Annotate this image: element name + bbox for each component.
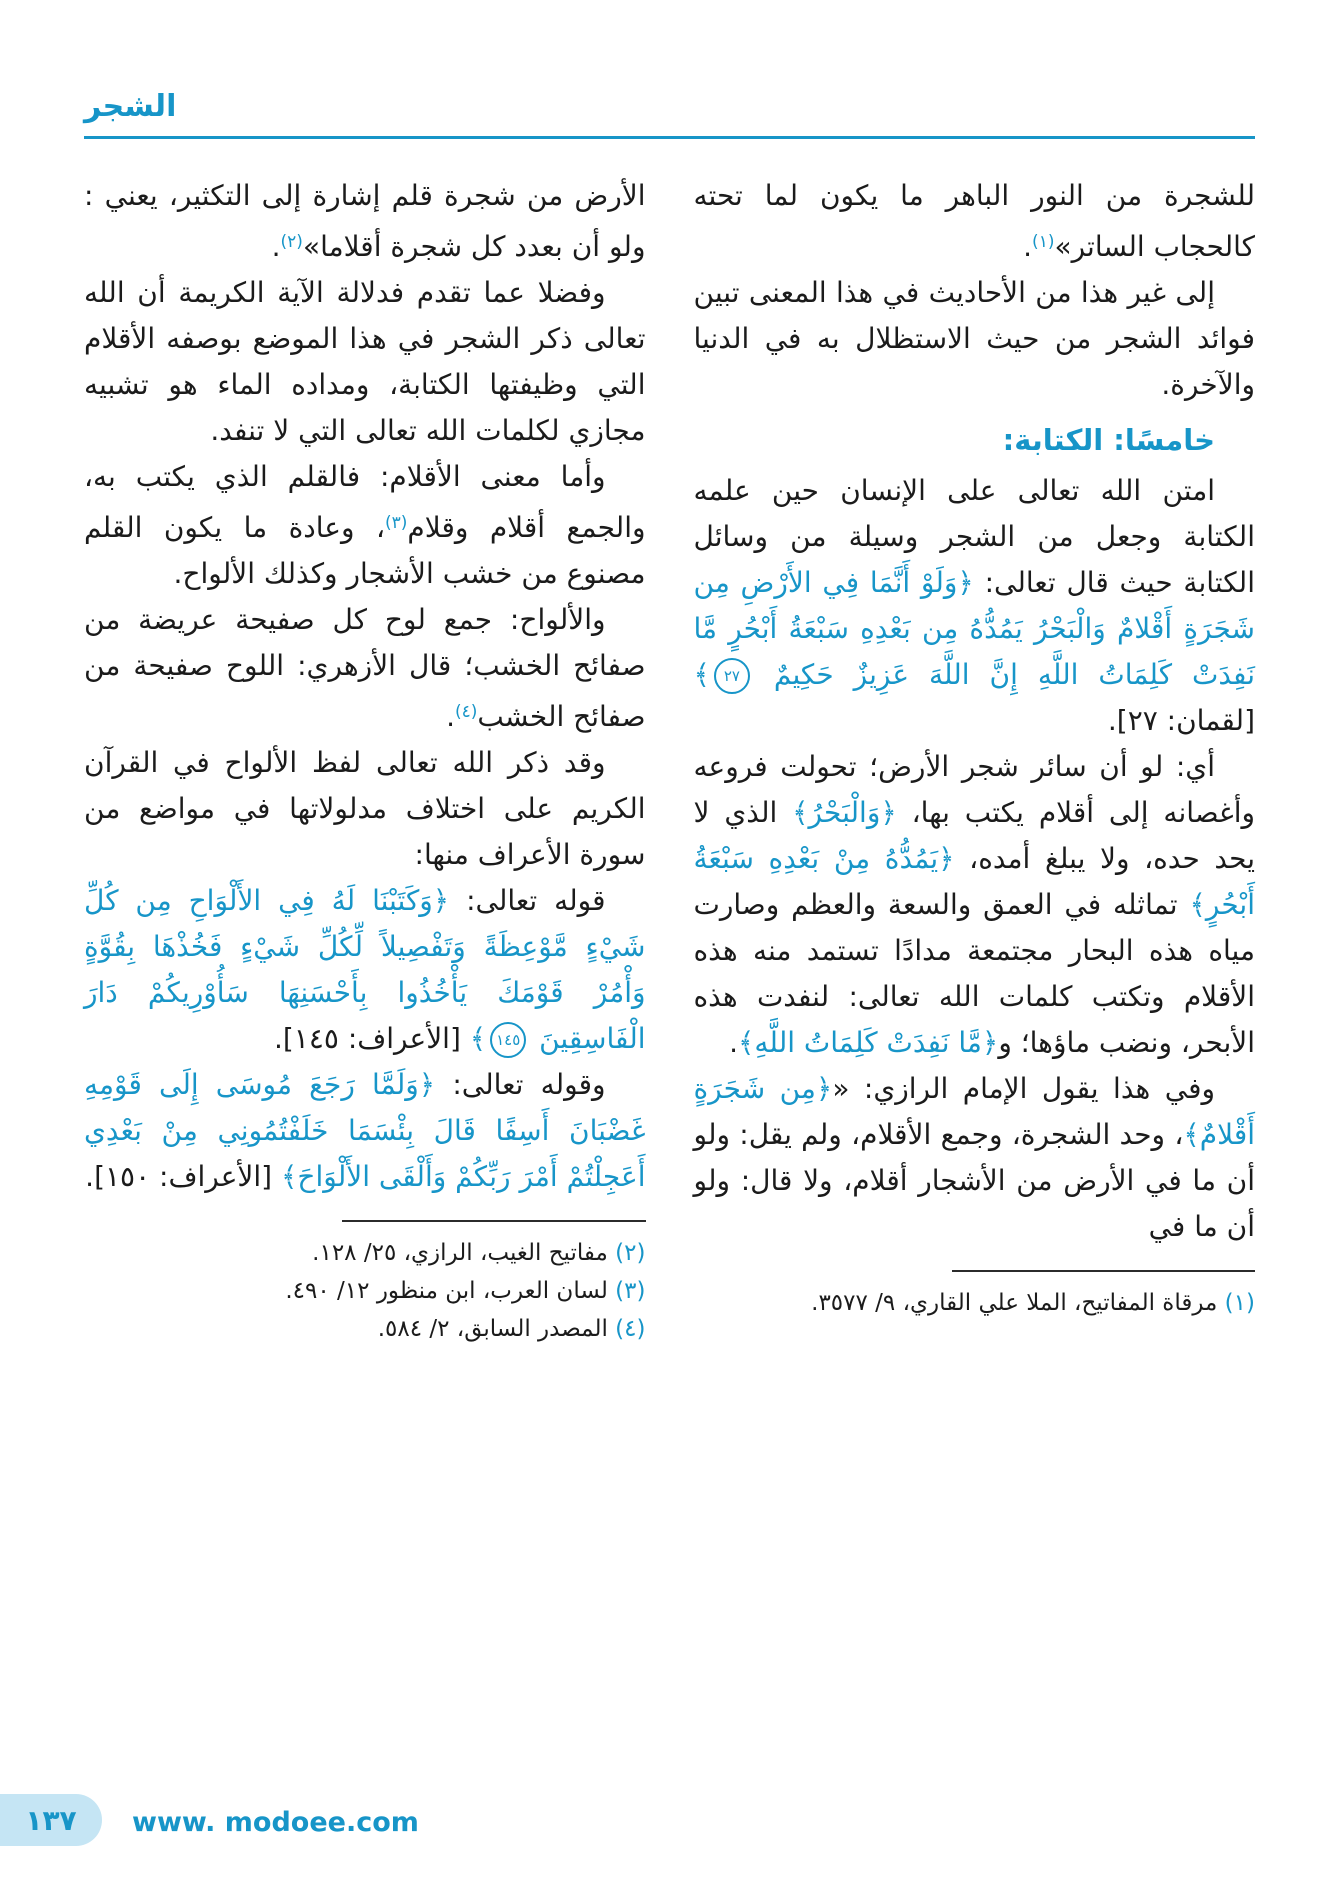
text-segment: تماثله في العمق والسعة والعظم وصارت مياه هذه البحار مجتمعة مدادًا تستمد منه هذه الأقلام وتكتب كلمات الله تعالى: لنفدت هذه الأبحر، ونضب ماؤها؛ و <box>693 888 1255 1059</box>
text-segment: . <box>446 700 455 733</box>
quran-verse-segment: ﴿وَلَوْ أَنَّمَا فِي الأَرْضِ مِن شَجَرَةٍ أَقْلامٌ وَالْبَحْرُ يَمُدُّهُ مِن بَعْدِهِ سَبْعَةُ أَبْحُرٍ مَّا نَفِدَتْ كَلِمَاتُ اللَّهِ إِنَّ اللَّهَ عَزِيزٌ حَكِيمٌ <box>693 566 1255 691</box>
text-segment: . <box>1023 230 1033 263</box>
footnote-number: (٣) <box>615 1278 646 1304</box>
paragraph <box>84 1062 646 1200</box>
text-segment: الذي لا يحد حده، ولا يبلغ أمده، <box>693 796 1255 875</box>
paragraph <box>84 878 646 1062</box>
paragraph <box>84 597 646 740</box>
paragraph <box>694 173 1256 270</box>
quran-verse-segment: ﴿مِن شَجَرَةٍ أَقْلامٌ﴾ <box>693 1072 1255 1151</box>
text-segment: امتن الله تعالى على الإنسان حين علمه الكتابة وجعل من الشجر وسيلة من وسائل الكتابة حيث قال تعالى: <box>693 474 1255 599</box>
text-segment: وأما معنى الأقلام: فالقلم الذي يكتب به، والجمع أقلام وقلام <box>84 460 646 544</box>
text-segment: وفضلا عما تقدم فدلالة الآية الكريمة أن الله تعالى ذكر الشجر في هذا الموضع بوصفه الأقلام التي وظيفتها الكتابة، ومداده الماء هو تشبيه مجازي لكلمات الله تعالى التي لا تنفد. <box>84 276 646 447</box>
paragraph <box>694 468 1256 744</box>
text-segment: قوله تعالى: <box>449 884 606 917</box>
text-segment: ، وعادة ما يكون القلم مصنوع من خشب الأشجار وكذلك الألواح. <box>84 511 646 590</box>
text-segment: الأرض من شجرة قلم إشارة إلى التكثير، يعني : ولو أن بعدد كل شجرة أقلاما» <box>84 179 646 263</box>
footnote-marker: (٢) <box>280 232 303 252</box>
footnote-separator <box>342 1220 645 1222</box>
paragraph <box>694 744 1256 1066</box>
footnote <box>694 1284 1256 1322</box>
quran-verse-segment: ﴾ <box>469 1022 487 1055</box>
ayah-number-marker: ١٤٥ <box>490 1022 526 1058</box>
footnote <box>84 1234 646 1272</box>
running-head-title: الشجر <box>84 89 177 124</box>
page-header <box>84 0 1255 139</box>
paragraph <box>694 270 1256 408</box>
text-segment: خامسًا: الكتابة: <box>1002 423 1215 457</box>
paragraph <box>84 454 646 597</box>
text-segment: . <box>271 230 281 263</box>
text-segment: [لقمان: ٢٧]. <box>1107 704 1255 737</box>
quran-verse-segment: ﴿يَمُدُّهُ مِنْ بَعْدِهِ سَبْعَةُ أَبْحُرٍ﴾ <box>693 842 1255 921</box>
page-number-badge <box>0 1794 102 1846</box>
text-segment: [الأعراف: ١٤٥]. <box>273 1022 470 1055</box>
footnote-text: المصدر السابق، ٢/ ٥٨٤. <box>377 1316 616 1342</box>
text-segment: وقوله تعالى: <box>435 1068 606 1101</box>
text-segment: وقد ذكر الله تعالى لفظ الألواح في القرآن الكريم على اختلاف مدلولاتها في مواضع من سورة الأعراف منها: <box>84 746 646 871</box>
footnote-number: (٤) <box>615 1316 646 1342</box>
text-segment: . <box>729 1026 738 1059</box>
footnote-marker: (٣) <box>385 513 408 533</box>
website-url: www. modoee.com <box>132 1807 419 1838</box>
paragraph <box>694 1066 1256 1250</box>
text-column-right <box>694 173 1256 1322</box>
footnote <box>84 1272 646 1310</box>
quran-verse-segment: ﴿وَالْبَحْرُ﴾ <box>792 796 897 829</box>
paragraph <box>84 270 646 454</box>
text-segment: إلى غير هذا من الأحاديث في هذا المعنى تبين فوائد الشجر من حيث الاستظلال به في الدنيا والآخرة. <box>693 276 1255 401</box>
quran-verse-segment: ﴾ <box>693 658 710 691</box>
paragraph <box>84 740 646 878</box>
quran-verse-segment: ﴿وَلَمَّا رَجَعَ مُوسَى إِلَى قَوْمِهِ غَضْبَانَ أَسِفًا قَالَ بِئْسَمَا خَلَفْتُمُونِي مِنْ بَعْدِي أَعَجِلْتُمْ أَمْرَ رَبِّكُمْ وَأَلْقَى الأَلْوَاحَ﴾ <box>84 1068 646 1193</box>
footnote-number: (٢) <box>615 1240 646 1266</box>
text-segment: وفي هذا يقول الإمام الرازي: « <box>832 1072 1215 1105</box>
footnote-marker: (١) <box>1032 232 1055 252</box>
footnotes-block <box>694 1270 1256 1322</box>
quran-verse-segment: ﴿وَكَتَبْنَا لَهُ فِي الأَلْوَاحِ مِن كُلِّ شَيْءٍ مَّوْعِظَةً وَتَفْصِيلاً لِّكُلِّ شَيْءٍ فَخُذْهَا بِقُوَّةٍ وَأْمُرْ قَوْمَكَ يَأْخُذُوا بِأَحْسَنِهَا سَأُوْرِيكُمْ دَارَ الْفَاسِقِينَ <box>84 884 646 1055</box>
footnote <box>84 1310 646 1348</box>
page-number: ١٣٧ <box>25 1803 77 1837</box>
header-rule <box>84 136 1255 139</box>
text-segment: والألواح: جمع لوح كل صفيحة عريضة من صفائح الخشب؛ قال الأزهري: اللوح صفيحة من صفائح الخشب <box>84 603 646 733</box>
text-segment: ، وحد الشجرة، وجمع الأقلام، ولم يقل: ولو أن ما في الأرض من الأشجار أقلام، ولا قال: ولو أن ما في <box>693 1118 1255 1243</box>
text-segment: أي: لو أن سائر شجر الأرض؛ تحولت فروعه وأغصانه إلى أقلام يكتب بها، <box>693 750 1255 829</box>
footnote-text: مفاتيح الغيب، الرازي، ٢٥/ ١٢٨. <box>312 1240 616 1266</box>
quran-verse-segment: ﴿مَّا نَفِدَتْ كَلِمَاتُ اللَّهِ﴾ <box>738 1026 999 1059</box>
text-column-left <box>84 173 646 1348</box>
footnote-text: لسان العرب، ابن منظور ١٢/ ٤٩٠. <box>285 1278 616 1304</box>
two-column-text-area <box>84 173 1255 1348</box>
footnote-text: مرقاة المفاتيح، الملا علي القاري، ٩/ ٣٥٧٧. <box>811 1290 1225 1316</box>
paragraph <box>84 173 646 270</box>
footnotes-block <box>84 1220 646 1348</box>
footnote-number: (١) <box>1224 1290 1255 1316</box>
footnote-marker: (٤) <box>454 702 478 722</box>
text-segment: [الأعراف: ١٥٠]. <box>85 1160 281 1193</box>
ayah-number-marker: ٢٧ <box>714 658 750 694</box>
section-heading <box>694 416 1256 464</box>
footnote-separator <box>952 1270 1255 1272</box>
text-segment: للشجرة من النور الباهر ما يكون لما تحته كالحجاب الساتر» <box>693 179 1255 263</box>
